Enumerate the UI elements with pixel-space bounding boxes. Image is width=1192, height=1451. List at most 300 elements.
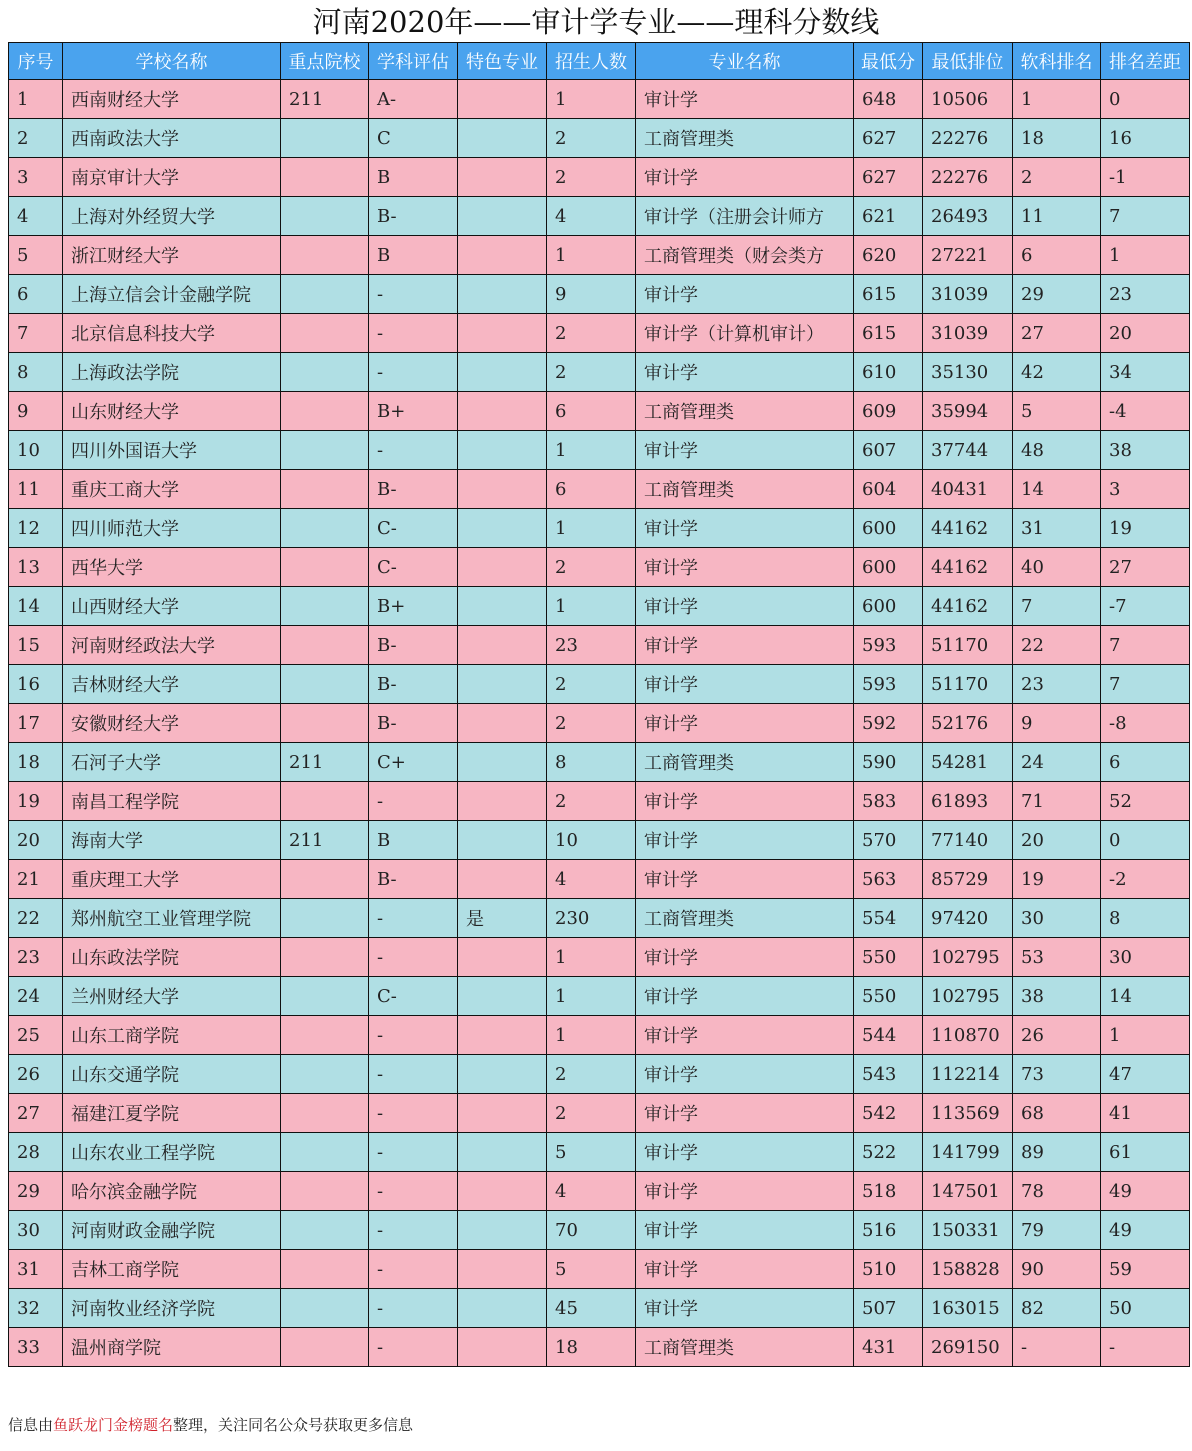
cell-major-name: 审计学 <box>636 1055 854 1094</box>
cell-key-school <box>281 782 369 821</box>
cell-enrollment: 1 <box>547 236 636 275</box>
cell-min-rank: 112214 <box>923 1055 1013 1094</box>
cell-min-rank: 31039 <box>923 314 1013 353</box>
cell-school-name: 四川外国语大学 <box>63 431 281 470</box>
cell-min-score: 518 <box>854 1172 923 1211</box>
table-row <box>9 1016 1190 1055</box>
cell-major-name: 审计学 <box>636 1016 854 1055</box>
cell-ruanke-rank: 2 <box>1013 158 1101 197</box>
cell-featured-major <box>458 548 547 587</box>
cell-ruanke-rank: 31 <box>1013 509 1101 548</box>
cell-index: 13 <box>9 548 63 587</box>
table-row <box>9 353 1190 392</box>
cell-featured-major <box>458 704 547 743</box>
cell-key-school <box>281 431 369 470</box>
cell-min-rank: 22276 <box>923 119 1013 158</box>
cell-index: 28 <box>9 1133 63 1172</box>
cell-enrollment: 2 <box>547 119 636 158</box>
cell-enrollment: 2 <box>547 353 636 392</box>
cell-enrollment: 2 <box>547 1055 636 1094</box>
cell-featured-major <box>458 626 547 665</box>
cell-featured-major <box>458 314 547 353</box>
cell-index: 32 <box>9 1289 63 1328</box>
cell-featured-major <box>458 1289 547 1328</box>
cell-enrollment: 5 <box>547 1133 636 1172</box>
cell-school-name: 石河子大学 <box>63 743 281 782</box>
cell-min-rank: 22276 <box>923 158 1013 197</box>
cell-featured-major <box>458 587 547 626</box>
cell-rank-gap: 7 <box>1101 197 1190 236</box>
cell-major-name: 工商管理类（财会类方 <box>636 236 854 275</box>
cell-index: 30 <box>9 1211 63 1250</box>
cell-index: 27 <box>9 1094 63 1133</box>
cell-min-score: 507 <box>854 1289 923 1328</box>
table-row <box>9 899 1190 938</box>
cell-key-school <box>281 1016 369 1055</box>
cell-featured-major <box>458 1250 547 1289</box>
cell-ruanke-rank: 48 <box>1013 431 1101 470</box>
cell-index: 2 <box>9 119 63 158</box>
cell-min-score: 593 <box>854 626 923 665</box>
cell-major-name: 审计学 <box>636 1172 854 1211</box>
cell-school-name: 南昌工程学院 <box>63 782 281 821</box>
cell-featured-major <box>458 1055 547 1094</box>
cell-key-school: 211 <box>281 743 369 782</box>
table-row <box>9 1328 1190 1367</box>
cell-school-name: 山东农业工程学院 <box>63 1133 281 1172</box>
cell-discipline-rating: - <box>369 431 458 470</box>
cell-ruanke-rank: 9 <box>1013 704 1101 743</box>
cell-min-score: 648 <box>854 80 923 119</box>
cell-index: 26 <box>9 1055 63 1094</box>
cell-school-name: 河南财政金融学院 <box>63 1211 281 1250</box>
cell-enrollment: 23 <box>547 626 636 665</box>
cell-rank-gap: 34 <box>1101 353 1190 392</box>
cell-ruanke-rank: 53 <box>1013 938 1101 977</box>
cell-featured-major <box>458 236 547 275</box>
cell-featured-major <box>458 1016 547 1055</box>
cell-min-score: 583 <box>854 782 923 821</box>
cell-rank-gap: 30 <box>1101 938 1190 977</box>
cell-enrollment: 5 <box>547 1250 636 1289</box>
cell-discipline-rating: - <box>369 1250 458 1289</box>
cell-min-score: 522 <box>854 1133 923 1172</box>
cell-min-rank: 54281 <box>923 743 1013 782</box>
cell-featured-major <box>458 80 547 119</box>
cell-ruanke-rank: 29 <box>1013 275 1101 314</box>
table-row <box>9 860 1190 899</box>
cell-rank-gap: 23 <box>1101 275 1190 314</box>
cell-min-score: 607 <box>854 431 923 470</box>
cell-discipline-rating: B- <box>369 626 458 665</box>
cell-featured-major <box>458 158 547 197</box>
cell-discipline-rating: - <box>369 899 458 938</box>
cell-major-name: 审计学 <box>636 665 854 704</box>
cell-major-name: 审计学 <box>636 860 854 899</box>
cell-min-score: 620 <box>854 236 923 275</box>
cell-min-score: 593 <box>854 665 923 704</box>
cell-school-name: 山东交通学院 <box>63 1055 281 1094</box>
cell-discipline-rating: - <box>369 1094 458 1133</box>
cell-enrollment: 9 <box>547 275 636 314</box>
cell-rank-gap: 6 <box>1101 743 1190 782</box>
cell-discipline-rating: B+ <box>369 392 458 431</box>
cell-school-name: 山西财经大学 <box>63 587 281 626</box>
cell-featured-major <box>458 470 547 509</box>
cell-min-rank: 147501 <box>923 1172 1013 1211</box>
table-row <box>9 782 1190 821</box>
cell-ruanke-rank: 19 <box>1013 860 1101 899</box>
cell-rank-gap: 61 <box>1101 1133 1190 1172</box>
table-row <box>9 314 1190 353</box>
cell-major-name: 工商管理类 <box>636 743 854 782</box>
column-header-featured-major: 特色专业 <box>458 43 547 80</box>
cell-min-score: 592 <box>854 704 923 743</box>
cell-ruanke-rank: 90 <box>1013 1250 1101 1289</box>
cell-rank-gap: 8 <box>1101 899 1190 938</box>
cell-min-rank: 141799 <box>923 1133 1013 1172</box>
cell-min-rank: 10506 <box>923 80 1013 119</box>
cell-enrollment: 8 <box>547 743 636 782</box>
cell-discipline-rating: B+ <box>369 587 458 626</box>
cell-school-name: 重庆工商大学 <box>63 470 281 509</box>
cell-enrollment: 18 <box>547 1328 636 1367</box>
cell-key-school <box>281 314 369 353</box>
cell-key-school <box>281 275 369 314</box>
cell-enrollment: 4 <box>547 1172 636 1211</box>
cell-featured-major <box>458 119 547 158</box>
cell-key-school: 211 <box>281 80 369 119</box>
cell-major-name: 审计学 <box>636 1133 854 1172</box>
cell-featured-major <box>458 1328 547 1367</box>
cell-school-name: 上海政法学院 <box>63 353 281 392</box>
cell-index: 20 <box>9 821 63 860</box>
cell-discipline-rating: - <box>369 353 458 392</box>
column-header-school-name: 学校名称 <box>63 43 281 80</box>
cell-featured-major <box>458 743 547 782</box>
cell-ruanke-rank: 24 <box>1013 743 1101 782</box>
cell-min-rank: 44162 <box>923 509 1013 548</box>
cell-featured-major <box>458 392 547 431</box>
cell-min-rank: 110870 <box>923 1016 1013 1055</box>
cell-key-school <box>281 1094 369 1133</box>
cell-key-school <box>281 1211 369 1250</box>
cell-ruanke-rank: 79 <box>1013 1211 1101 1250</box>
cell-ruanke-rank: 7 <box>1013 587 1101 626</box>
table-row <box>9 821 1190 860</box>
cell-ruanke-rank: 73 <box>1013 1055 1101 1094</box>
cell-ruanke-rank: 68 <box>1013 1094 1101 1133</box>
cell-min-score: 600 <box>854 548 923 587</box>
cell-major-name: 审计学 <box>636 353 854 392</box>
cell-key-school <box>281 938 369 977</box>
cell-min-score: 627 <box>854 158 923 197</box>
cell-ruanke-rank: 42 <box>1013 353 1101 392</box>
cell-major-name: 审计学 <box>636 704 854 743</box>
cell-featured-major: 是 <box>458 899 547 938</box>
cell-discipline-rating: C- <box>369 977 458 1016</box>
table-row <box>9 392 1190 431</box>
cell-ruanke-rank: - <box>1013 1328 1101 1367</box>
cell-key-school <box>281 1328 369 1367</box>
cell-major-name: 审计学 <box>636 275 854 314</box>
cell-major-name: 工商管理类 <box>636 119 854 158</box>
column-header-enrollment: 招生人数 <box>547 43 636 80</box>
cell-enrollment: 230 <box>547 899 636 938</box>
cell-index: 21 <box>9 860 63 899</box>
table-row <box>9 587 1190 626</box>
cell-min-rank: 150331 <box>923 1211 1013 1250</box>
footer-note <box>8 1414 413 1435</box>
cell-ruanke-rank: 11 <box>1013 197 1101 236</box>
cell-min-rank: 158828 <box>923 1250 1013 1289</box>
cell-school-name: 郑州航空工业管理学院 <box>63 899 281 938</box>
cell-rank-gap: 20 <box>1101 314 1190 353</box>
cell-school-name: 河南财经政法大学 <box>63 626 281 665</box>
cell-ruanke-rank: 1 <box>1013 80 1101 119</box>
cell-discipline-rating: C <box>369 119 458 158</box>
cell-discipline-rating: B <box>369 236 458 275</box>
cell-discipline-rating: - <box>369 1328 458 1367</box>
cell-enrollment: 2 <box>547 548 636 587</box>
cell-min-score: 570 <box>854 821 923 860</box>
cell-featured-major <box>458 821 547 860</box>
cell-min-score: 554 <box>854 899 923 938</box>
cell-key-school <box>281 119 369 158</box>
cell-min-rank: 113569 <box>923 1094 1013 1133</box>
cell-index: 3 <box>9 158 63 197</box>
cell-key-school <box>281 1172 369 1211</box>
cell-rank-gap: 49 <box>1101 1211 1190 1250</box>
cell-ruanke-rank: 20 <box>1013 821 1101 860</box>
cell-index: 12 <box>9 509 63 548</box>
cell-discipline-rating: C+ <box>369 743 458 782</box>
cell-discipline-rating: B- <box>369 665 458 704</box>
cell-rank-gap: 49 <box>1101 1172 1190 1211</box>
cell-key-school <box>281 1289 369 1328</box>
cell-enrollment: 4 <box>547 197 636 236</box>
cell-featured-major <box>458 938 547 977</box>
cell-ruanke-rank: 78 <box>1013 1172 1101 1211</box>
cell-min-rank: 51170 <box>923 626 1013 665</box>
cell-major-name: 工商管理类 <box>636 392 854 431</box>
cell-discipline-rating: C- <box>369 509 458 548</box>
cell-rank-gap: -7 <box>1101 587 1190 626</box>
cell-enrollment: 45 <box>547 1289 636 1328</box>
table-row <box>9 236 1190 275</box>
cell-rank-gap: 16 <box>1101 119 1190 158</box>
cell-key-school <box>281 587 369 626</box>
cell-min-score: 604 <box>854 470 923 509</box>
cell-discipline-rating: C- <box>369 548 458 587</box>
table-row <box>9 1289 1190 1328</box>
cell-school-name: 西南政法大学 <box>63 119 281 158</box>
column-header-index: 序号 <box>9 43 63 80</box>
table-row <box>9 158 1190 197</box>
cell-key-school <box>281 197 369 236</box>
table-row <box>9 1211 1190 1250</box>
table-row <box>9 1094 1190 1133</box>
cell-key-school <box>281 977 369 1016</box>
cell-min-rank: 26493 <box>923 197 1013 236</box>
cell-rank-gap: -1 <box>1101 158 1190 197</box>
cell-discipline-rating: B <box>369 821 458 860</box>
page-title: 河南2020年——审计学专业——理科分数线 <box>312 5 880 39</box>
cell-enrollment: 1 <box>547 509 636 548</box>
cell-discipline-rating: - <box>369 938 458 977</box>
cell-major-name: 审计学 <box>636 158 854 197</box>
cell-enrollment: 1 <box>547 587 636 626</box>
cell-rank-gap: - <box>1101 1328 1190 1367</box>
cell-enrollment: 10 <box>547 821 636 860</box>
cell-enrollment: 1 <box>547 977 636 1016</box>
cell-min-rank: 61893 <box>923 782 1013 821</box>
cell-key-school <box>281 1250 369 1289</box>
cell-ruanke-rank: 89 <box>1013 1133 1101 1172</box>
table-row <box>9 431 1190 470</box>
cell-min-score: 627 <box>854 119 923 158</box>
cell-enrollment: 70 <box>547 1211 636 1250</box>
cell-index: 16 <box>9 665 63 704</box>
cell-min-score: 542 <box>854 1094 923 1133</box>
cell-rank-gap: 7 <box>1101 665 1190 704</box>
cell-major-name: 审计学 <box>636 626 854 665</box>
cell-ruanke-rank: 18 <box>1013 119 1101 158</box>
cell-min-score: 615 <box>854 314 923 353</box>
cell-school-name: 山东政法学院 <box>63 938 281 977</box>
column-header-ruanke-rank: 软科排名 <box>1013 43 1101 80</box>
cell-min-score: 563 <box>854 860 923 899</box>
cell-discipline-rating: - <box>369 782 458 821</box>
cell-min-rank: 77140 <box>923 821 1013 860</box>
cell-enrollment: 2 <box>547 1094 636 1133</box>
table-row <box>9 626 1190 665</box>
cell-key-school <box>281 899 369 938</box>
cell-enrollment: 1 <box>547 1016 636 1055</box>
cell-min-rank: 44162 <box>923 548 1013 587</box>
table-row <box>9 938 1190 977</box>
cell-rank-gap: 59 <box>1101 1250 1190 1289</box>
cell-featured-major <box>458 782 547 821</box>
cell-major-name: 审计学 <box>636 821 854 860</box>
cell-school-name: 西华大学 <box>63 548 281 587</box>
cell-rank-gap: 27 <box>1101 548 1190 587</box>
cell-rank-gap: 41 <box>1101 1094 1190 1133</box>
cell-school-name: 河南牧业经济学院 <box>63 1289 281 1328</box>
cell-enrollment: 2 <box>547 314 636 353</box>
cell-min-rank: 27221 <box>923 236 1013 275</box>
cell-major-name: 审计学 <box>636 509 854 548</box>
cell-rank-gap: 38 <box>1101 431 1190 470</box>
cell-rank-gap: 52 <box>1101 782 1190 821</box>
cell-featured-major <box>458 1211 547 1250</box>
cell-ruanke-rank: 40 <box>1013 548 1101 587</box>
cell-major-name: 审计学 <box>636 938 854 977</box>
cell-index: 18 <box>9 743 63 782</box>
cell-school-name: 浙江财经大学 <box>63 236 281 275</box>
cell-discipline-rating: B- <box>369 860 458 899</box>
cell-min-score: 544 <box>854 1016 923 1055</box>
cell-min-rank: 37744 <box>923 431 1013 470</box>
cell-major-name: 审计学 <box>636 1211 854 1250</box>
cell-index: 23 <box>9 938 63 977</box>
cell-min-score: 621 <box>854 197 923 236</box>
cell-min-score: 550 <box>854 938 923 977</box>
cell-major-name: 审计学 <box>636 587 854 626</box>
cell-rank-gap: 7 <box>1101 626 1190 665</box>
cell-index: 4 <box>9 197 63 236</box>
cell-key-school: 211 <box>281 821 369 860</box>
cell-rank-gap: 50 <box>1101 1289 1190 1328</box>
cell-ruanke-rank: 5 <box>1013 392 1101 431</box>
column-header-rank-gap: 排名差距 <box>1101 43 1190 80</box>
cell-rank-gap: 1 <box>1101 1016 1190 1055</box>
cell-discipline-rating: - <box>369 1289 458 1328</box>
cell-featured-major <box>458 509 547 548</box>
cell-ruanke-rank: 27 <box>1013 314 1101 353</box>
cell-index: 9 <box>9 392 63 431</box>
cell-rank-gap: 0 <box>1101 821 1190 860</box>
cell-school-name: 北京信息科技大学 <box>63 314 281 353</box>
cell-ruanke-rank: 26 <box>1013 1016 1101 1055</box>
cell-major-name: 审计学 <box>636 431 854 470</box>
cell-min-score: 590 <box>854 743 923 782</box>
cell-min-rank: 35994 <box>923 392 1013 431</box>
cell-key-school <box>281 665 369 704</box>
cell-index: 5 <box>9 236 63 275</box>
cell-discipline-rating: - <box>369 314 458 353</box>
cell-school-name: 海南大学 <box>63 821 281 860</box>
cell-min-rank: 102795 <box>923 977 1013 1016</box>
cell-featured-major <box>458 197 547 236</box>
cell-ruanke-rank: 23 <box>1013 665 1101 704</box>
cell-school-name: 上海对外经贸大学 <box>63 197 281 236</box>
column-header-discipline-rating: 学科评估 <box>369 43 458 80</box>
cell-rank-gap: 0 <box>1101 80 1190 119</box>
cell-ruanke-rank: 30 <box>1013 899 1101 938</box>
cell-school-name: 南京审计大学 <box>63 158 281 197</box>
table-row <box>9 977 1190 1016</box>
cell-rank-gap: -8 <box>1101 704 1190 743</box>
cell-school-name: 福建江夏学院 <box>63 1094 281 1133</box>
cell-discipline-rating: B- <box>369 704 458 743</box>
cell-index: 33 <box>9 1328 63 1367</box>
cell-index: 6 <box>9 275 63 314</box>
cell-school-name: 哈尔滨金融学院 <box>63 1172 281 1211</box>
table-row <box>9 1250 1190 1289</box>
cell-rank-gap: 1 <box>1101 236 1190 275</box>
cell-key-school <box>281 1055 369 1094</box>
cell-min-score: 600 <box>854 587 923 626</box>
cell-school-name: 西南财经大学 <box>63 80 281 119</box>
cell-major-name: 工商管理类 <box>636 470 854 509</box>
cell-index: 14 <box>9 587 63 626</box>
cell-enrollment: 1 <box>547 80 636 119</box>
cell-min-score: 609 <box>854 392 923 431</box>
cell-school-name: 温州商学院 <box>63 1328 281 1367</box>
cell-discipline-rating: - <box>369 1016 458 1055</box>
table-row <box>9 1172 1190 1211</box>
cell-enrollment: 6 <box>547 470 636 509</box>
table-row <box>9 509 1190 548</box>
cell-rank-gap: -4 <box>1101 392 1190 431</box>
table-row <box>9 1055 1190 1094</box>
cell-min-score: 510 <box>854 1250 923 1289</box>
cell-major-name: 审计学 <box>636 1250 854 1289</box>
cell-min-score: 550 <box>854 977 923 1016</box>
cell-school-name: 吉林财经大学 <box>63 665 281 704</box>
cell-enrollment: 2 <box>547 782 636 821</box>
